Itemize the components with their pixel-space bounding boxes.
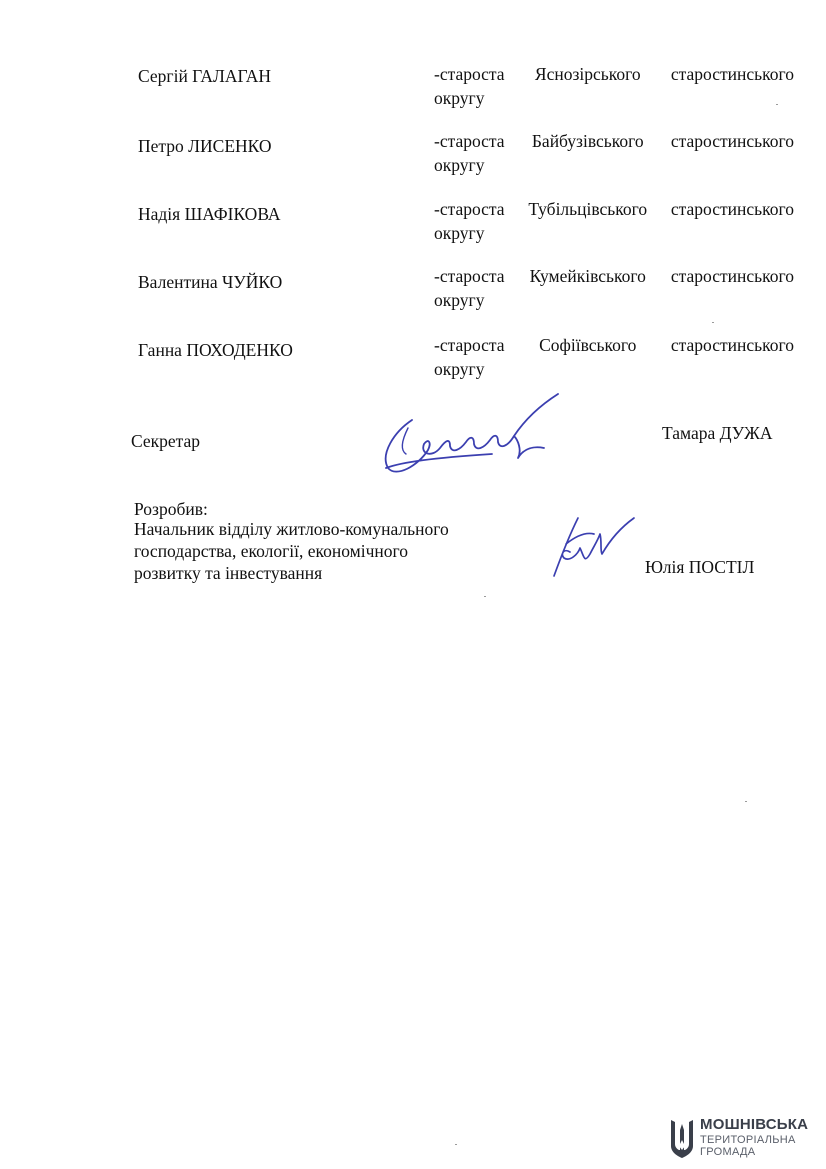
- logo-title: МОШНІВСЬКА: [700, 1116, 809, 1133]
- member-role-line: -староста Софіївського старостинського: [434, 335, 794, 355]
- member-name: Ганна ПОХОДЕНКО: [138, 340, 293, 360]
- member-role-line: округу: [434, 290, 485, 310]
- member-role-line: -староста Кумейківського старостинського: [434, 266, 794, 286]
- scan-speck: [712, 322, 714, 323]
- scan-speck: [776, 104, 778, 105]
- logo-subtitle: ТЕРИТОРІАЛЬНА: [700, 1134, 796, 1146]
- trident-icon: [668, 1116, 696, 1160]
- scan-speck: [745, 801, 747, 802]
- secretary-name: Тамара ДУЖА: [662, 423, 773, 443]
- logo-subtitle: ГРОМАДА: [700, 1146, 756, 1158]
- member-role: [434, 333, 794, 381]
- member-role: [434, 62, 794, 110]
- scan-speck: [484, 596, 486, 597]
- member-role: [434, 264, 794, 312]
- member-name: Сергій ГАЛАГАН: [138, 66, 272, 86]
- member-role-line: округу: [434, 223, 485, 243]
- member-role-line: -староста Яснозірського старостинського: [434, 64, 794, 84]
- member-role: [434, 129, 794, 177]
- member-name: Надія ШАФІКОВА: [138, 204, 281, 224]
- community-logo: [668, 1116, 818, 1162]
- member-name: Валентина ЧУЙКО: [138, 272, 283, 292]
- member-role-line: округу: [434, 359, 485, 379]
- developer-heading: Розробив:: [134, 499, 208, 519]
- member-role-line: округу: [434, 155, 485, 175]
- member-role-line: -староста Байбузівського старостинського: [434, 131, 794, 151]
- developer-position-line: господарства, екології, економічного: [134, 541, 408, 561]
- secretary-signature: [372, 388, 572, 480]
- developer-signature: [540, 510, 640, 582]
- member-name: Петро ЛИСЕНКО: [138, 136, 272, 156]
- secretary-title: Секретар: [131, 431, 201, 451]
- member-role-line: -староста Тубільцівського старостинського: [434, 199, 794, 219]
- scan-speck: [455, 1144, 457, 1145]
- member-role-line: округу: [434, 88, 485, 108]
- member-role: [434, 197, 794, 245]
- developer-position-line: розвитку та інвестування: [134, 563, 323, 583]
- developer-name: Юлія ПОСТІЛ: [645, 557, 755, 577]
- developer-position-line: Начальник відділу житлово-комунального: [134, 519, 449, 539]
